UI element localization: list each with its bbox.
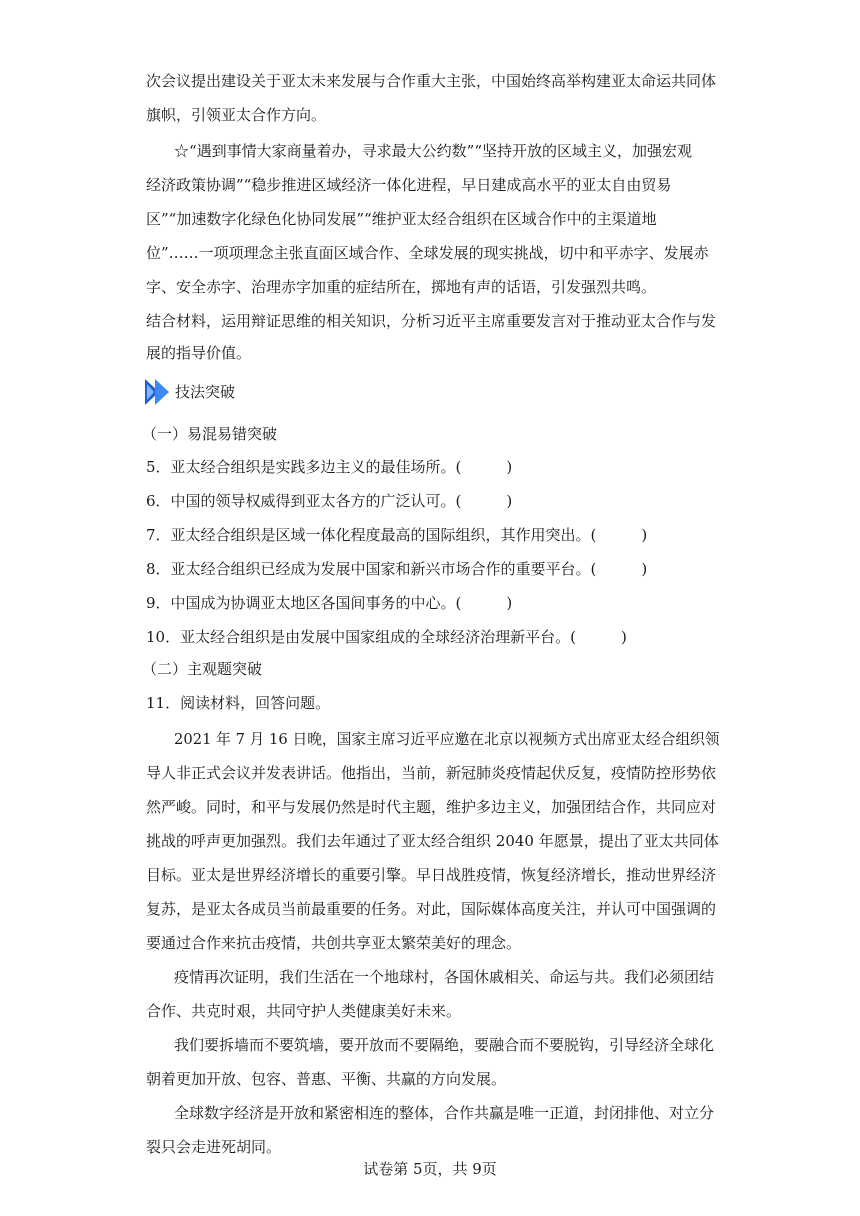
q11-para2-line: 合作、共克时艰，共同守护人类健康美好未来。 — [146, 1002, 462, 1020]
part1-title: （一）易混易错突破 — [142, 425, 278, 443]
tf-item-5: 5．亚太经合组织是实践多边主义的最佳场所。( ) — [146, 458, 513, 476]
part2-title: （二）主观题突破 — [142, 660, 263, 678]
question-line: 展的指导价值。 — [146, 344, 252, 362]
star-paragraph-line: 字、安全赤字、治理赤字加重的症结所在，掷地有声的话语，引发强烈共鸣。 — [146, 278, 657, 296]
q11-para1-line: 挑战的呼声更加强烈。我们去年通过了亚太经合组织 2040 年愿景，提出了亚太共同体 — [146, 832, 719, 850]
page-number: 试卷第 5页，共 9页 — [363, 1160, 497, 1178]
tf-item-8: 8．亚太经合组织已经成为发展中国家和新兴市场合作的重要平台。( ) — [146, 560, 648, 578]
tf-item-9: 9．中国成为协调亚太地区各国间事务的中心。( ) — [146, 594, 513, 612]
q11-para1-line: 然严峻。同时，和平与发展仍然是时代主题，维护多边主义，加强团结合作，共同应对 — [146, 798, 717, 816]
star-paragraph-line: 区”“加速数字化绿色化协同发展”“维护亚太经合组织在区域合作中的主渠道地 — [146, 210, 657, 228]
tf-item-10: 10．亚太经合组织是由发展中国家组成的全球经济治理新平台。( ) — [146, 628, 627, 646]
tf-item-6: 6．中国的领导权威得到亚太各方的广泛认可。( ) — [146, 492, 513, 510]
double-arrow-icon — [145, 379, 173, 405]
q11-title: 11．阅读材料，回答问题。 — [146, 694, 331, 712]
q11-para3-line: 朝着更加开放、包容、普惠、平衡、共赢的方向发展。 — [146, 1070, 507, 1088]
section-title: 技法突破 — [175, 383, 236, 401]
star-paragraph-line: ☆“遇到事情大家商量着办，寻求最大公约数”“坚持开放的区域主义，加强宏观 — [174, 142, 693, 160]
q11-para4-line: 裂只会走进死胡同。 — [146, 1138, 282, 1156]
q11-para1-line: 目标。亚太是世界经济增长的重要引擎。早日战胜疫情，恢复经济增长，推动世界经济 — [146, 866, 717, 884]
question-line: 结合材料，运用辩证思维的相关知识，分析习近平主席重要发言对于推动亚太合作与发 — [146, 312, 717, 330]
q11-para3-line: 我们要拆墙而不要筑墙，要开放而不要隔绝，要融合而不要脱钩，引导经济全球化 — [174, 1036, 715, 1054]
q11-para1-line: 要通过合作来抗击疫情，共创共享亚太繁荣美好的理念。 — [146, 934, 522, 952]
material-line: 旗帜，引领亚太合作方向。 — [146, 106, 327, 124]
q11-para1-line: 2021 年 7 月 16 日晚，国家主席习近平应邀在北京以视频方式出席亚太经合组织领 — [174, 730, 720, 748]
tf-item-7: 7．亚太经合组织是区域一体化程度最高的国际组织，其作用突出。( ) — [146, 526, 648, 544]
material-line: 次会议提出建设关于亚太未来发展与合作重大主张，中国始终高举构建亚太命运共同体 — [146, 72, 717, 90]
q11-para2-line: 疫情再次证明，我们生活在一个地球村，各国休戚相关、命运与共。我们必须团结 — [174, 968, 715, 986]
q11-para1-line: 复苏，是亚太各成员当前最重要的任务。对此，国际媒体高度关注，并认可中国强调的 — [146, 900, 717, 918]
q11-para1-line: 导人非正式会议并发表讲话。他指出，当前，新冠肺炎疫情起伏反复，疫情防控形势依 — [146, 764, 717, 782]
q11-para4-line: 全球数字经济是开放和紧密相连的整体，合作共赢是唯一正道，封闭排他、对立分 — [174, 1104, 715, 1122]
star-paragraph-line: 经济政策协调”“稳步推进区域经济一体化进程，早日建成高水平的亚太自由贸易 — [146, 176, 672, 194]
star-paragraph-line: 位”……一项项理念主张直面区域合作、全球发展的现实挑战，切中和平赤字、发展赤 — [146, 244, 709, 262]
